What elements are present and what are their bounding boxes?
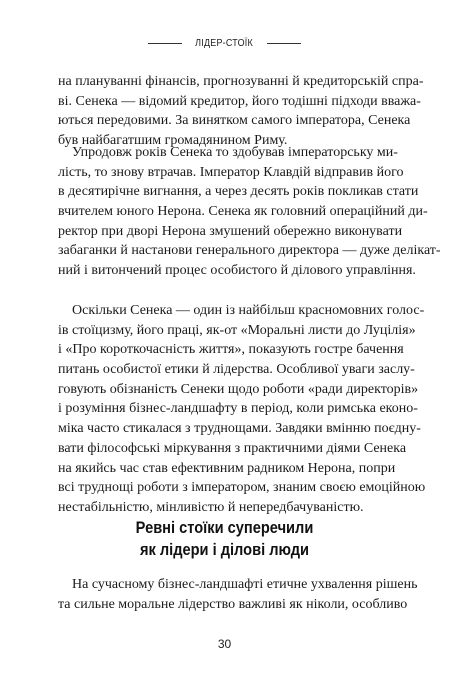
text-line: всі труднощі роботи з імператором, знаним своєю емоційною: [58, 480, 426, 496]
text-line: та сильне моральне лідерство важливі як ніколи, особливо: [58, 596, 408, 612]
running-head-rule-left: [148, 43, 182, 44]
closing-paragraph: [58, 575, 418, 614]
text-line: в десятирічне вигнання, а через десять років покликав стати: [58, 184, 419, 200]
text-line: вати філософські міркування з практичними діями Сенека: [58, 440, 407, 456]
text-line: ний і витончений процес особистого й ділового управління.: [58, 263, 416, 279]
text-line: питань особистої етики й лідерства. Особливої уваги заслу-: [58, 362, 415, 378]
section-heading-line: як лідери і ділові люди: [139, 540, 310, 559]
running-head-title: ЛІДЕР-СТОЇК: [195, 37, 254, 49]
section-heading: [0, 517, 449, 561]
text-line: лість, то знову втрачав. Імператор Клавдій відправив його: [58, 164, 404, 180]
paragraph-2: [58, 143, 441, 281]
text-line: Упродовж років Сенека то здобував імператорську ми-: [72, 145, 398, 160]
text-line: на плануванні фінансів, прогнозуванні й кредиторській спра-: [58, 74, 424, 89]
text-line: і «Про короткочасність життя», показують гостре бачення: [58, 342, 404, 358]
text-line: Оскільки Сенека — один із найбільш красномовних голос-: [72, 303, 425, 318]
text-line: нестабільністю, мінливістю й непередбачуваністю.: [58, 499, 364, 515]
text-line: ються передовими. За винятком самого імператора, Сенека: [58, 113, 411, 129]
text-line: вчителем юного Нерона. Сенека як головний операційний ди-: [58, 204, 428, 220]
text-line: був найбагатшим громадянином Риму.: [58, 133, 288, 149]
page-number: 30: [217, 637, 232, 651]
paragraph-1: [58, 72, 424, 151]
running-head: [0, 37, 449, 49]
text-line: ві. Сенека — відомий кредитор, його тодішні підходи вважа-: [58, 93, 421, 109]
text-line: міка часто стикалася з труднощами. Завдяки вмінню поєдну-: [58, 421, 421, 437]
text-line: ректор при дворі Нерона змушений обережно виконувати: [58, 223, 403, 239]
text-line: і розуміння бізнес-ландшафту в період, коли римська еконо-: [58, 401, 418, 417]
text-line: на якийсь час став ефективним радником Нерона, попри: [58, 460, 396, 476]
running-head-rule-right: [267, 43, 301, 44]
text-line: говують обізнаність Сенеки щодо роботи «ради директорів»: [58, 381, 419, 397]
text-line: ів стоїцизму, його праці, як-от «Моральні листи до Луцілія»: [58, 322, 416, 338]
text-line: забаганки й настанови генерального директора — дуже делікат-: [58, 243, 441, 259]
text-line: На сучасному бізнес-ландшафті етичне ухвалення рішень: [72, 577, 418, 592]
paragraph-3: [58, 301, 426, 518]
section-heading-line: Ревні стоїки суперечили: [135, 518, 314, 537]
